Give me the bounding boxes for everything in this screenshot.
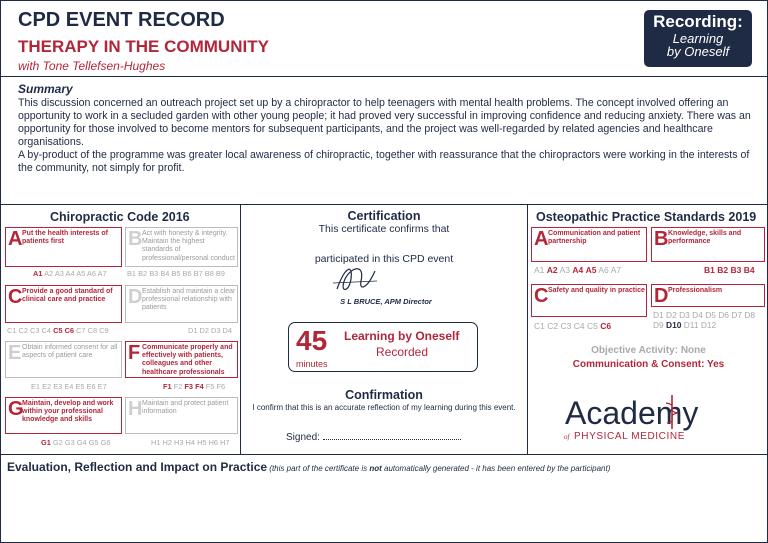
standard-code: F3	[184, 382, 193, 391]
standard-code: A7	[610, 265, 622, 275]
standard-letter: H	[128, 398, 143, 420]
standard-code: H7	[220, 438, 230, 447]
chiro-heading: Chiropractic Code 2016	[50, 210, 190, 224]
evaluation-title: Evaluation, Reflection and Impact on Practice	[7, 460, 268, 474]
badge-line1: Recording:	[653, 12, 743, 31]
standard-code: G2	[52, 438, 63, 447]
standard-code: E7	[97, 382, 107, 391]
standard-text: Safety and quality in practice	[548, 287, 645, 294]
standard-code: C5	[587, 321, 598, 331]
standard-code: A5	[585, 265, 597, 275]
divider	[1, 76, 768, 77]
osteo-codes-b	[704, 265, 755, 275]
standard-code: C5	[53, 326, 63, 335]
standard-code: A5	[76, 269, 86, 278]
standard-code: B9	[215, 269, 225, 278]
director-name: S L BRUCE, APM Director	[340, 297, 432, 306]
standard-code: E3	[53, 382, 63, 391]
standard-code: A1	[33, 269, 43, 278]
standard-letter: A	[8, 228, 23, 250]
standard-code: D7	[731, 310, 742, 320]
minutes-value: 45	[296, 325, 328, 356]
standard-code: C4	[41, 326, 51, 335]
standard-code: H3	[174, 438, 184, 447]
standard-letter: C	[8, 286, 23, 308]
standard-code: H6	[208, 438, 219, 447]
standard-text: Obtain informed consent for all aspects of patient care	[22, 344, 118, 360]
director-signature	[331, 259, 381, 297]
objective-activity: Objective Activity: None	[591, 345, 706, 356]
standard-code: H4	[185, 438, 195, 447]
summary-heading: Summary	[18, 82, 73, 96]
standard-code: A6	[598, 265, 609, 275]
summary-para2: A by-product of the programme was greater local awareness of chiropractic, together with reassurance that the chiropractors were working in the interests of the community, not simply for profit.	[18, 149, 750, 174]
standard-code: E5	[75, 382, 85, 391]
activity-type: Learning by Oneself	[344, 329, 460, 343]
standard-code: F6	[216, 382, 226, 391]
osteo-heading: Osteopathic Practice Standards 2019	[536, 210, 757, 224]
standard-letter: F	[128, 342, 141, 364]
standard-code: C2	[547, 321, 559, 331]
standard-text: Put the health interests of patients first	[22, 230, 108, 246]
chiro-codes-d	[188, 326, 232, 335]
standard-text: Maintain and protect patient information	[142, 400, 229, 416]
standard-code: H1	[151, 438, 161, 447]
standard-code: B8	[204, 269, 214, 278]
minutes-label: minutes	[296, 359, 328, 369]
standard-code: D10	[666, 320, 682, 330]
standard-code: D1	[188, 326, 198, 335]
standard-letter: C	[534, 285, 549, 307]
recording-badge	[644, 10, 752, 67]
chiro-codes-c	[7, 326, 109, 335]
academy-logo	[561, 393, 741, 443]
standard-code: F5	[205, 382, 215, 391]
standard-text: Knowledge, skills and performance	[668, 230, 742, 246]
standard-code: C6	[64, 326, 75, 335]
logo-sub: PHYSICAL MEDICINE	[574, 431, 685, 442]
standard-code: H2	[162, 438, 172, 447]
signed-label: Signed:	[286, 432, 320, 443]
standard-code: B3	[149, 269, 159, 278]
standard-code: D9	[653, 320, 664, 330]
standard-code: D8	[744, 310, 756, 320]
standard-letter: D	[654, 285, 669, 307]
standard-code: D4	[222, 326, 232, 335]
standard-code: D2	[199, 326, 209, 335]
event-title: THERAPY IN THE COMMUNITY	[18, 37, 269, 56]
standard-code: D12	[700, 320, 717, 330]
standard-code: D11	[683, 320, 699, 330]
standard-code: C1	[534, 321, 545, 331]
chiro-box-f	[125, 341, 238, 378]
standard-code: D2	[666, 310, 677, 320]
standard-code: A1	[534, 265, 545, 275]
chiro-box-d	[125, 285, 238, 323]
signature-line[interactable]	[323, 439, 461, 440]
badge-line3: by Oneself	[666, 44, 730, 59]
standard-code: F1	[163, 382, 172, 391]
standard-code: F4	[195, 382, 204, 391]
standard-code: C2	[18, 326, 28, 335]
chiro-codes-f	[163, 382, 225, 391]
standard-code: G5	[88, 438, 99, 447]
standard-code: D4	[692, 310, 703, 320]
standard-code: B1	[127, 269, 137, 278]
presenter: with Tone Tellefsen-Hughes	[18, 59, 166, 73]
cert-line1: This certificate confirms that	[318, 223, 450, 235]
standard-code: D3	[211, 326, 221, 335]
evaluation-note: (this part of the certificate is	[267, 464, 370, 473]
confirmation-text: I confirm that this is an accurate reflection of my learning during this event.	[252, 403, 516, 412]
osteo-box-c	[531, 284, 647, 317]
standard-code: G3	[64, 438, 75, 447]
chiro-codes-h	[151, 438, 230, 447]
chiro-codes-b	[127, 269, 225, 278]
standard-code: A2	[44, 269, 54, 278]
chiro-box-g	[5, 397, 122, 434]
standard-code: A3	[559, 265, 570, 275]
evaluation-heading	[7, 460, 610, 474]
chiro-box-c	[5, 285, 122, 323]
logo-word: Academy	[565, 395, 699, 431]
standard-code: C1	[7, 326, 17, 335]
standard-code: B2	[717, 265, 729, 275]
standard-letter: G	[8, 398, 24, 420]
standard-code: C8	[87, 326, 98, 335]
standard-letter: B	[128, 228, 143, 250]
standard-code: B5	[171, 269, 181, 278]
record-title: CPD EVENT RECORD	[18, 9, 225, 31]
standard-code: A7	[97, 269, 107, 278]
standard-code: H5	[197, 438, 207, 447]
standard-code: E1	[31, 382, 41, 391]
standard-text: Communicate properly and effectively with patients, colleagues and other healthcare professionals	[142, 344, 233, 376]
osteo-codes-a	[534, 265, 621, 275]
standard-text: Act with honesty & integrity. Maintain the highest standards of professional/personal conduct	[142, 230, 236, 262]
standard-code: C6	[600, 321, 612, 331]
chiro-codes-g	[41, 438, 110, 447]
standard-code: C3	[560, 321, 572, 331]
standard-letter: A	[534, 228, 549, 250]
standard-code: C7	[76, 326, 86, 335]
standard-code: D6	[718, 310, 729, 320]
summary-section	[18, 83, 760, 175]
communication-consent: Communication & Consent: Yes	[572, 359, 725, 370]
standard-code: E4	[64, 382, 74, 391]
standard-code: G1	[41, 438, 51, 447]
standard-code: A4	[65, 269, 75, 278]
standard-code: D3	[679, 310, 690, 320]
standard-code: A4	[572, 265, 584, 275]
standard-text: Provide a good standard of clinical care and practice	[22, 288, 113, 304]
standard-code: C3	[30, 326, 40, 335]
minutes-box	[288, 322, 478, 372]
summary-para1: This discussion concerned an outreach project set up by a chiropractor to help teenagers with mental health problems. The concept involved offering an opportunity to work in a secluded garden with other young people; it had proved very successful in improving confidence and reducing anxiety. There was an opportunity for those involved to become mentors for subsequent participants, and the project was well-regarded by related agencies and healthcare organisations.	[18, 97, 751, 148]
standard-code: B4	[743, 265, 755, 275]
standard-code: B4	[160, 269, 170, 278]
logo-of: of	[564, 433, 570, 441]
chiro-box-a	[5, 227, 122, 267]
standard-code: G4	[76, 438, 87, 447]
cert-line2: participated in this CPD event	[314, 253, 454, 265]
standard-text: Maintain, develop and work within your professional knowledge and skills	[22, 400, 114, 424]
standard-code: B6	[182, 269, 192, 278]
osteo-box-a	[531, 227, 647, 262]
standard-code: A2	[546, 265, 558, 275]
osteo-box-b	[651, 227, 765, 262]
standard-code: C4	[573, 321, 585, 331]
standard-code: F2	[173, 382, 183, 391]
standard-text: Establish and maintain a clear professional relationship with patients	[142, 288, 236, 312]
certification-heading: Certification	[347, 209, 421, 223]
standard-code: C9	[99, 326, 109, 335]
standard-letter: B	[654, 228, 669, 250]
standard-text: Professionalism	[668, 287, 723, 294]
standard-code: D1	[653, 310, 664, 320]
standard-code: A6	[86, 269, 96, 278]
standard-code: E6	[86, 382, 96, 391]
osteo-codes-c	[534, 321, 611, 331]
chiro-box-b	[125, 227, 238, 267]
evaluation-note-end: automatically generated - it has been entered by the participant)	[381, 464, 611, 473]
standard-code: B1	[704, 265, 715, 275]
recorded-label: Recorded	[376, 345, 429, 359]
chiro-box-e	[5, 341, 122, 378]
standard-text: Communication and patient partnership	[548, 230, 641, 246]
standard-code: B3	[730, 265, 742, 275]
chiro-box-h	[125, 397, 238, 434]
osteo-box-d	[651, 284, 765, 307]
standard-code: B7	[193, 269, 203, 278]
standard-letter: D	[128, 286, 143, 308]
standard-code: E2	[42, 382, 52, 391]
standard-code: B2	[138, 269, 148, 278]
standard-letter: E	[8, 342, 22, 364]
confirmation-heading: Confirmation	[345, 388, 423, 402]
chiro-codes-a	[33, 269, 107, 278]
standard-code: A3	[54, 269, 64, 278]
standard-code: D5	[705, 310, 716, 320]
standard-code: G6	[100, 438, 111, 447]
osteo-codes-d	[653, 310, 765, 330]
chiro-codes-e	[31, 382, 107, 391]
evaluation-note-bold: not	[369, 464, 382, 473]
badge-line2: Learning	[672, 31, 724, 46]
